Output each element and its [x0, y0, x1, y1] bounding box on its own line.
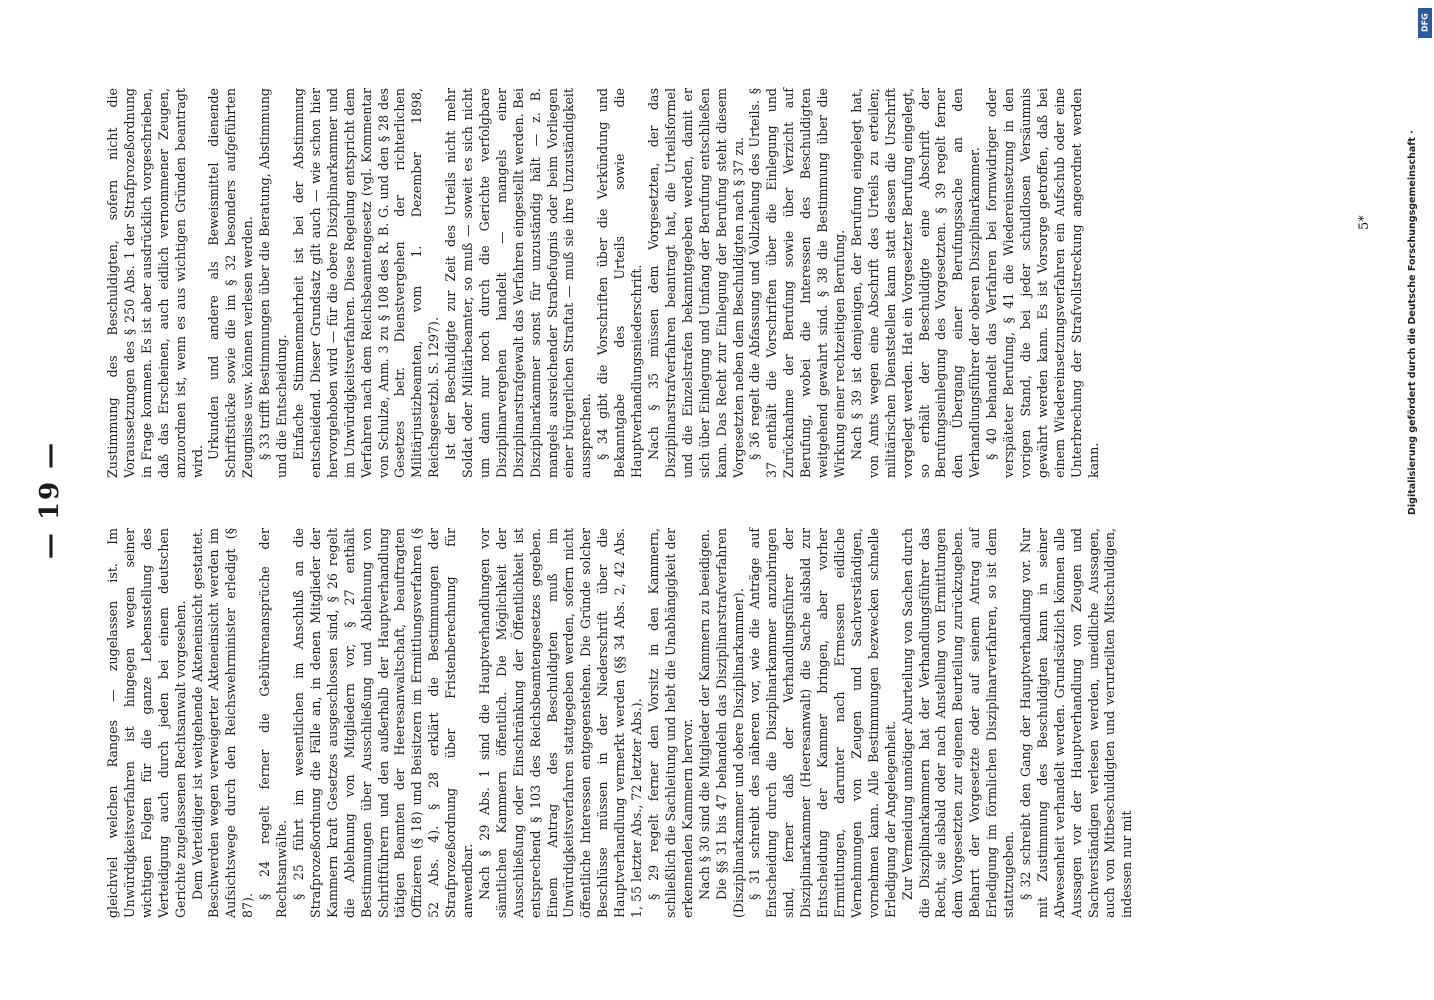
- scanned-page: [27, 70, 1407, 930]
- paragraph: Zustimmung des Beschuldigten, sofern nicht die Voraussetzungen des § 250 Abs. 1 der Strafprozeßordnung in Frage kommen. Es ist aber ausdrücklich vorgeschrieben, daß das Erscheinen, auch eidlich vernommener Zeugen, anzuordnen ist, wenn es aus wichtigen Gründen beantragt wird.: [105, 88, 205, 478]
- page-number: — 19 —: [35, 440, 65, 560]
- paragraph: Nach § 39 ist demjenigen, der Berufung eingelegt hat, von Amts wegen eine Abschrift des Urteils zu erteilen; militärischen Dienststellen kann statt dessen die Urschrift vorgelegt werden. Hat ein Vorgesetzter Berufung eingelegt, so erhält der Beschuldigte eine Abschrift der Berufungseinlegung des Vorgesetzten. § 39 regelt ferner den Übergang einer Berufungssache an den Verhandlungsführer der oberen Disziplinarkammer.: [848, 88, 983, 478]
- paragraph: § 34 gibt die Vorschriften über die Verkündung und Bekanntgabe des Urteils sowie die Hauptverhandlungsniederschrift.: [595, 88, 645, 478]
- paragraph: Nach § 35 müssen dem Vorgesetzten, der das Disziplinarstrafverfahren beantragt hat, die Urteilsformel und die Einzelstrafen bekanntgegeben werden, damit er sich über Einlegung und Umfang der Berufung entschließen kann. Das Recht zur Einlegung der Berufung steht diesem Vorgesetzten neben dem Beschuldigten nach § 37 zu.: [646, 88, 746, 478]
- paragraph: Nach § 30 sind die Mitglieder der Kammern zu beeidigen.: [696, 529, 712, 900]
- paragraph: Nach § 29 Abs. 1 sind die Hauptverhandlungen vor sämtlichen Kammern öffentlich. Die Möglichkeit der Ausschließung oder Einschränkung der Öffentlichkeit ist entsprechend § 103 des Reichsbeamtengesetzes gegeben. Einem Antrag des Beschuldigten muß im Unwürdigkeitsverfahren stattgegeben werden, sofern nicht öffentliche Interessen entgegenstehen. Die Gründe solcher Beschlüsse müssen in der Niederschrift über die Hauptverhandlung vermerkt werden (§§ 34 Abs. 2, 42 Abs. 1, 55 letzter Abs., 72 letzter Abs.).: [476, 528, 645, 918]
- paragraph: § 24 regelt ferner die Gebührenansprüche der Rechtsanwälte.: [257, 528, 290, 918]
- paragraph: Die §§ 31 bis 47 behandeln das Disziplinarstrafverfahren (Disziplinarkammer und obere Disziplinarkammer).: [713, 528, 746, 918]
- paragraph: Dem Verteidiger ist weitgehende Akteneinsicht gestattet. Beschwerden wegen verweigerter Akteneinsicht werden im Aufsichtswege durch den Reichswehrminister erledigt (§ 87).: [189, 528, 256, 918]
- paragraph: § 31 schreibt des näheren vor, wie die Anträge auf Entscheidung durch die Disziplinarkammer anzubringen sind, ferner daß der Verhandlungsführer der Disziplinarkammer (Heeresanwalt) die Sache alsbald zur Entscheidung der Kammer bringen, aber vorher Ermittlungen, darunter nach Ermessen eidliche Vernehmungen von Zeugen und Sachverständigen, vornehmen kann. Alle Bestimmungen bezwecken schnelle Erledigung der Angelegenheit.: [747, 528, 898, 918]
- paragraph: § 25 führt im wesentlichen im Anschluß an die Strafprozeßordnung die Fälle an, in denen Mitglieder der Kammern kraft Gesetzes ausgeschlossen sind, § 26 regelt die Ablehnung von Mitgliedern vor, § 27 enthält Bestimmungen über Ausschließung und Ablehnung von Schriftführern und den außerhalb der Hauptverhandlung tätigen Beamten der Heeresanwaltschaft, beauftragten Offizieren (§ 18) und Beisitzern im Ermittlungsverfahren (§ 52 Abs. 4). § 28 erklärt die Bestimmungen der Strafprozeßordnung über Fristenberechnung für anwendbar.: [290, 528, 476, 918]
- dfg-logo-icon: DFG: [1418, 8, 1432, 38]
- paragraph: Ist der Beschuldigte zur Zeit des Urteils nicht mehr Soldat oder Militärbeamter, so muß — soweit es sich nicht um dann nur noch durch die Gerichte verfolgbare Disziplinarvergehen handelt — mangels einer Disziplinarstrafgewalt das Verfahren eingestellt werden. Bei Disziplinarkammer sonst für unzuständig hält — z. B. mangels ausreichender Strafbefugnis oder beim Vorliegen einer bürgerlichen Straftat — muß sie ihre Unzuständigkeit aussprechen.: [443, 88, 594, 478]
- text-column-right: [105, 88, 1102, 478]
- paragraph: Einfache Stimmenmehrheit ist bei der Abstimmung entscheidend. Dieser Grundsatz gilt auch — wie schon hier hervorgehoben wird — für die obere Disziplinarkammer und im Unwürdigkeitsverfahren. Diese Regelung entspricht dem Verfahren nach dem Reichsbeamtengesetz (vgl. Kommentar von Schulze, Anm. 3 zu § 108 des R. B. G. und den § 28 des Gesetzes betr. Dienstvergehen der richterlichen Militärjustizbeamten, vom 1. Dezember 1898, Reichsgesetzbl. S. 1297).: [290, 88, 442, 478]
- paragraph: § 29 regelt ferner den Vorsitz in den Kammern, schließlich die Sachleitung und hebt die Unabhängigkeit der erkennenden Kammern hervor.: [646, 528, 695, 918]
- digitization-credit: [1407, 0, 1434, 1000]
- paragraph: § 33 trifft Bestimmungen über die Beratung, Abstimmung und die Entscheidung.: [257, 88, 290, 478]
- credit-text: Digitalisierung gefördert durch die Deutsche Forschungsgemeinschaft ·: [1407, 130, 1418, 515]
- paragraph: § 40 behandelt das Verfahren bei formwidriger oder verspäteter Berufung, § 41 die Wiedereinsetzung in den vorigen Stand, die bei jeder schuldlosen Versäumnis gewährt werden kann. Es ist Vorsorge getroffen, daß bei einem Wiedereinsetzungsverfahren ein Aufschub oder eine Unterbrechung der Strafvollstreckung angeordnet werden kann.: [984, 88, 1101, 478]
- paragraph: § 32 schreibt den Gang der Hauptverhandlung vor. Nur mit Zustimmung des Beschuldigten kann in seiner Abwesenheit verhandelt werden. Grundsätzlich können alle Aussagen vor der Hauptverhandlung von Zeugen und Sachverständigen verlesen werden, uneidliche Aussagen, auch von Mitbeschuldigten und verurteilten Mitschuldigen, indessen nur mit: [1017, 528, 1135, 918]
- paragraph: § 36 regelt die Abfassung und Vollziehung des Urteils. § 37 enthält die Vorschriften über die Einlegung und Zurücknahme der Berufung sowie über Verzicht auf Berufung, wobei die Interessen des Beschuldigten weitgehend gewahrt sind. § 38 die Bestimmung über die Wirkung einer rechtzeitigen Berufung.: [747, 88, 847, 478]
- paragraph: Urkunden und andere als Beweismittel dienende Schriftstücke sowie die im § 32 besonders aufgeführten Zeugnisse usw. können verlesen werden.: [206, 88, 256, 478]
- text-column-left: [105, 528, 1136, 918]
- paragraph: gleichviel welchen Ranges — zugelassen ist. Im Unwürdigkeitsverfahren ist hingegen wegen seiner wichtigen Folgen für die ganze Lebensstellung des Verteidigung auch durch jeden bei einem deutschen Gerichte zugelassenen Rechtsanwalt vorgesehen.: [105, 528, 188, 918]
- paragraph: Zur Vermeidung unnötiger Aburteilung von Sachen durch die Disziplinarkammern hat der Verhandlungsführer das Recht, sie alsbald oder nach Anstellung von Ermittlungen dem Vorgesetzten zur eigenen Beurteilung zurückzugeben. Beharrt der Vorgesetzte oder auf seinem Antrag auf Erledigung im förmlichen Disziplinarverfahren, so ist dem stattzugeben.: [899, 528, 1017, 918]
- printer-signature: 5*: [1357, 215, 1372, 230]
